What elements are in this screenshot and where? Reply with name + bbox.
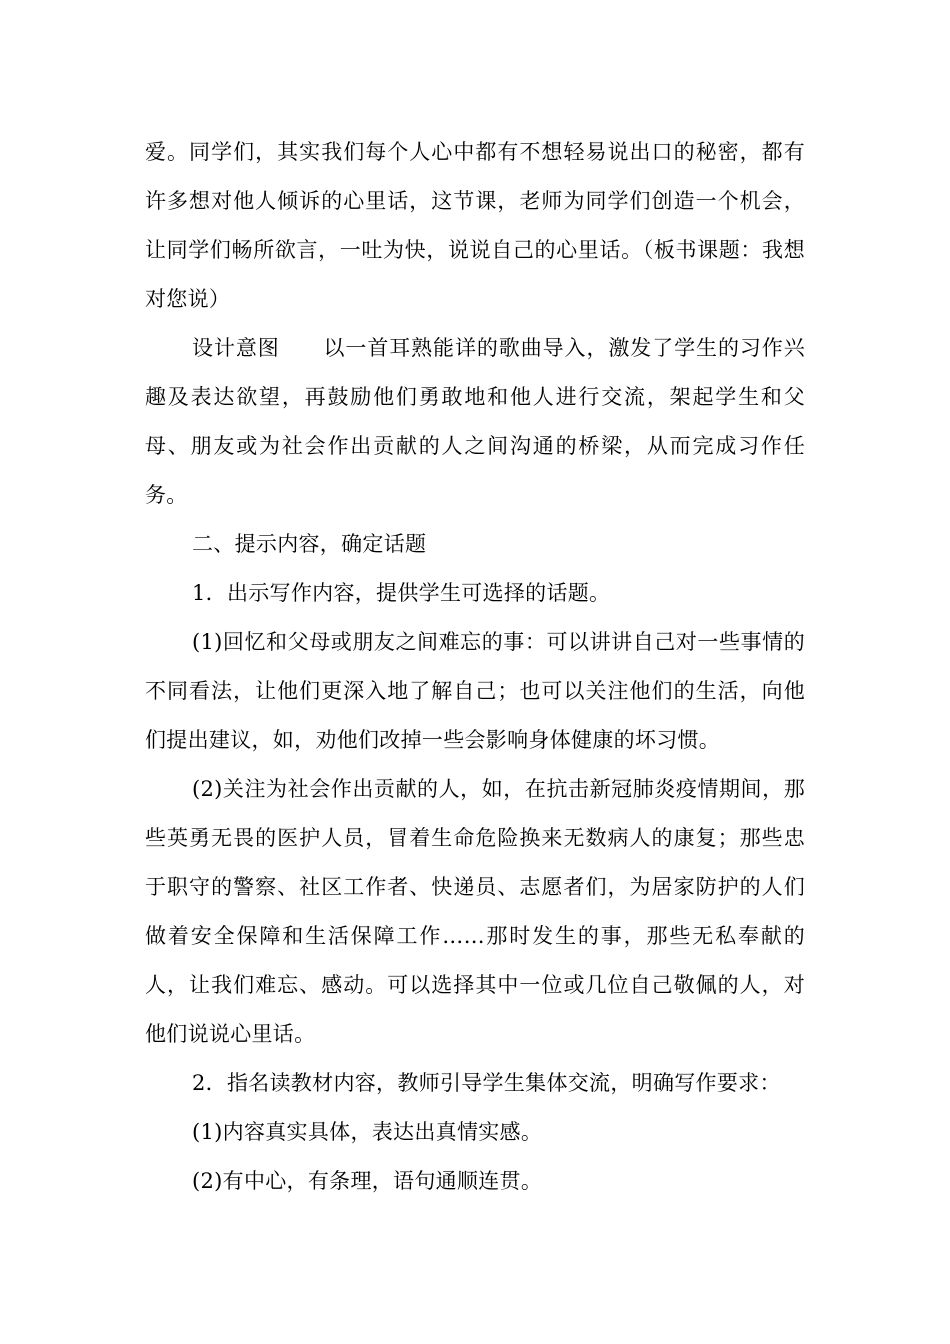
requirement-2: (2)有中心，有条理，语句通顺连贯。: [192, 1169, 543, 1193]
sub-item-2: (2)关注为社会作出贡献的人，如，在抗击新冠肺炎疫情期间，那些英勇无畏的医护人员，冒着生命危险换来无数病人的康复；那些忠于职守的警察、社区工作者、快递员、志愿者们，为居家防护的人们做着安全保障和生活保障工作……那时发生的事，那些无私奉献的人，让我们难忘、感动。可以选择其中一位或几位自己敬佩的人，对他们说说心里话。: [145, 777, 805, 1046]
paragraph-continuation: 爱。同学们，其实我们每个人心中都有不想轻易说出口的秘密，都有许多想对他人倾诉的心里话，这节课，老师为同学们创造一个机会，让同学们畅所欲言，一吐为快，说说自己的心里话。（板书课题：我想对您说）: [145, 140, 805, 311]
document-body: [145, 128, 805, 1206]
section-heading: 二、提示内容，确定话题: [192, 532, 427, 556]
sub-item-1: (1)回忆和父母或朋友之间难忘的事：可以讲讲自己对一些事情的不同看法，让他们更深入地了解自己；也可以关注他们的生活，向他们提出建议，如，劝他们改掉一些会影响身体健康的坏习惯。: [145, 630, 805, 752]
list-item-1: 1．出示写作内容，提供学生可选择的话题。: [192, 581, 611, 605]
paragraph-design-intent: 设计意图 以一首耳熟能详的歌曲导入，激发了学生的习作兴趣及表达欲望，再鼓励他们勇敢地和他人进行交流，架起学生和父母、朋友或为社会作出贡献的人之间沟通的桥梁，从而完成习作任务。: [145, 336, 805, 507]
list-item-2: 2．指名读教材内容，教师引导学生集体交流，明确写作要求：: [192, 1071, 781, 1095]
requirement-1: (1)内容真实具体，表达出真情实感。: [192, 1120, 543, 1144]
